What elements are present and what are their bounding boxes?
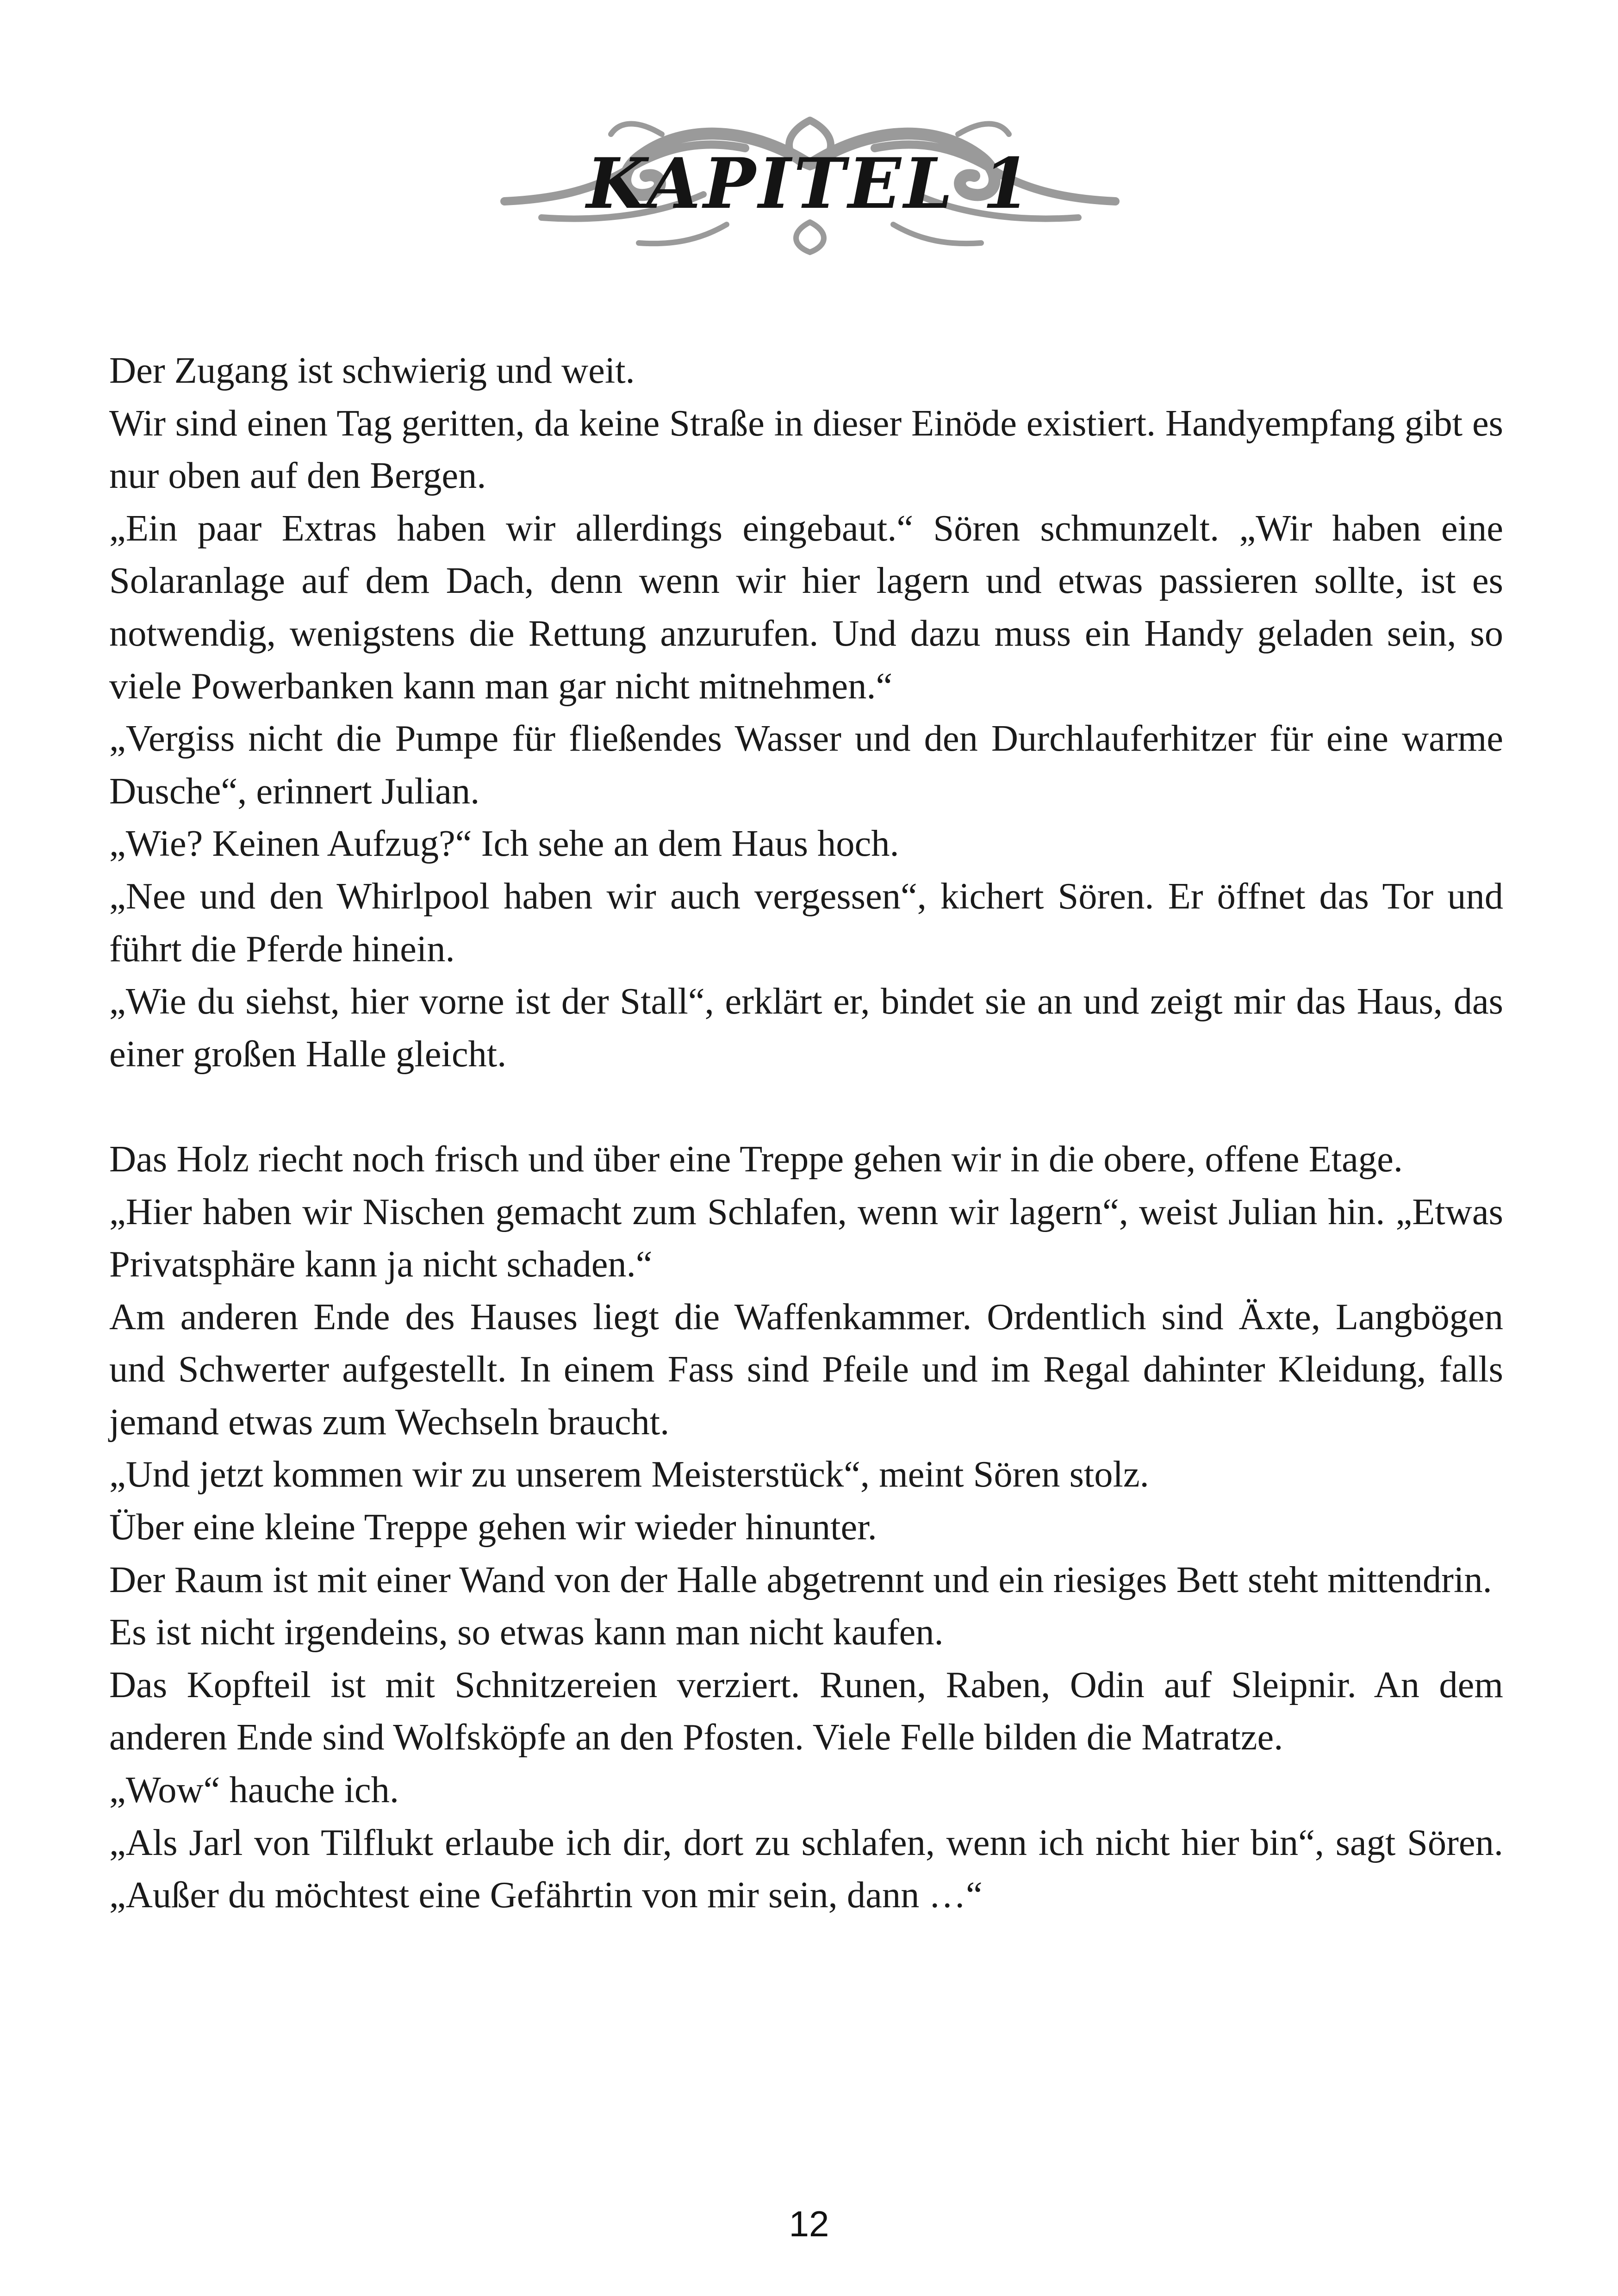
page-number: 12 (789, 2203, 829, 2244)
paragraph: „Vergiss nicht die Pumpe für fließendes Wasser und den Durchlauferhitzer für eine warme Dusche“, erinnert Julian. (109, 718, 1503, 812)
paragraph: „Nee und den Whirlpool haben wir auch vergessen“, kichert Sören. Er öffnet das Tor und führt die Pferde hinein. (109, 875, 1503, 970)
paragraph: „Als Jarl von Tilflukt erlaube ich dir, dort zu schlafen, wenn ich nicht hier bin“, sagt Sören. „Außer du möchtest eine Gefährtin von mir sein, dann …“ (109, 1822, 1503, 1916)
paragraph: „Ein paar Extras haben wir allerdings eingebaut.“ Sören schmunzelt. „Wir haben eine Solaranlage auf dem Dach, denn wenn wir hier lagern und etwas passieren sollte, ist es notwendig, wenigstens die Rettung anzurufen. Und dazu muss ein Handy geladen sein, so viele Powerbanken kann man gar nicht mitnehmen.“ (109, 507, 1503, 707)
paragraph: Das Holz riecht noch frisch und über eine Treppe gehen wir in die obere, offene Etage. (109, 1138, 1403, 1180)
body-text (109, 344, 1503, 1922)
paragraph: „Wie? Keinen Aufzug?“ Ich sehe an dem Haus hoch. (109, 823, 899, 865)
paragraph: „Und jetzt kommen wir zu unserem Meisterstück“, meint Sören stolz. (109, 1454, 1149, 1495)
paragraph: Es ist nicht irgendeins, so etwas kann man nicht kaufen. (109, 1612, 944, 1653)
paragraph: „Wow“ hauche ich. (109, 1769, 399, 1811)
paragraph: „Hier haben wir Nischen gemacht zum Schlafen, wenn wir lagern“, weist Julian hin. „Etwas Privatsphäre kann ja nicht schaden.“ (109, 1191, 1503, 1285)
paragraph: Der Zugang ist schwierig und weit. (109, 350, 635, 391)
paragraph: Über eine kleine Treppe gehen wir wieder hinunter. (109, 1506, 877, 1548)
paragraph: Wir sind einen Tag geritten, da keine Straße in dieser Einöde existiert. Handyempfang gibt es nur oben auf den Bergen. (109, 402, 1503, 497)
chapter-header (486, 106, 1134, 259)
paragraph: „Wie du siehst, hier vorne ist der Stall“, erklärt er, bindet sie an und zeigt mir das Haus, das einer großen Halle gleicht. (109, 981, 1503, 1075)
paragraph: Der Raum ist mit einer Wand von der Halle abgetrennt und ein riesiges Bett steht mittendrin. (109, 1559, 1492, 1600)
paragraph: Das Kopfteil ist mit Schnitzereien verziert. Runen, Raben, Odin auf Sleipnir. An dem anderen Ende sind Wolfsköpfe an den Pfosten. Viele Felle bilden die Matratze. (109, 1664, 1503, 1758)
paragraph: Am anderen Ende des Hauses liegt die Waffenkammer. Ordentlich sind Äxte, Langbögen und Schwerter aufgestellt. In einem Fass sind Pfeile und im Regal dahinter Kleidung, falls jemand etwas zum Wechseln braucht. (109, 1296, 1503, 1443)
chapter-title: KAPITEL 1 (586, 143, 1033, 224)
